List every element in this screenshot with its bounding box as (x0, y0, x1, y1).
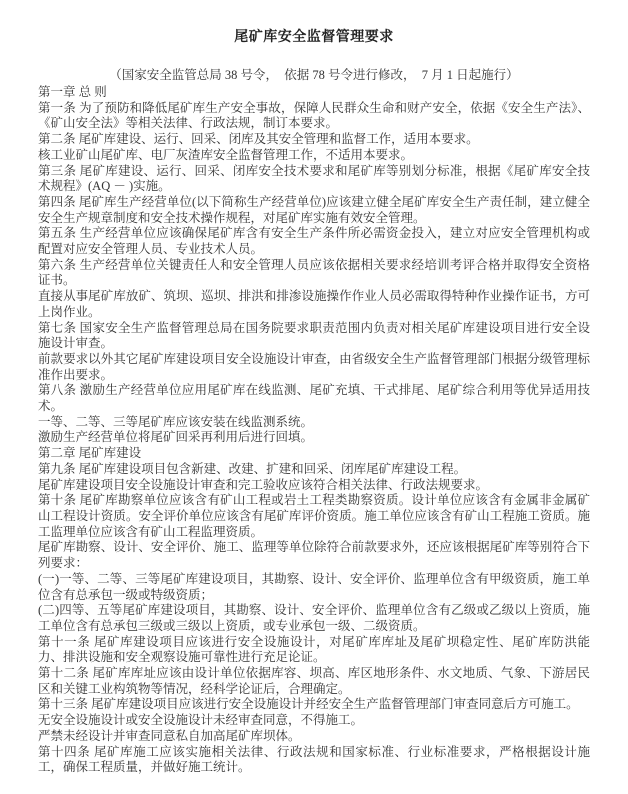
document-title: 尾矿库安全监督管理要求 (234, 30, 394, 45)
chapter-heading: 第二章 尾矿库建设 (38, 446, 142, 461)
article-paragraph: 第五条 生产经营单位应该确保尾矿库含有安全生产条件所必需资金投入，建立对应安全管理机构或配置对应安全管理人员、专业技术人员。 (38, 226, 590, 257)
article-paragraph: 核工业矿山尾矿库、电厂灰渣库安全监督管理工作，不适用本要求。 (38, 147, 414, 162)
article-paragraph: 激励生产经营单位将尾矿回采再利用后进行回填。 (38, 430, 314, 445)
article-paragraph: 第十二条 尾矿库库址应该由设计单位依据库容、坝高、库区地形条件、水文地质、气象、下游居民区和关键工业构筑物等情况，经科学论证后，合理确定。 (38, 666, 590, 696)
article-paragraph: 第六条 生产经营单位关键责任人和安全管理人员应该依据相关要求经培训考评合格并取得安全资格证书。 (38, 257, 590, 288)
document-subtitle: （国家安全监管总局 38 号令， 依据 78 号令进行修改， 7 月 1 日起施行） (109, 68, 519, 82)
article-paragraph: 一等、二等、三等尾矿库应该安装在线监测系统。 (38, 414, 314, 429)
article-paragraph: 第一条 为了预防和降低尾矿库生产安全事故，保障人民群众生命和财产安全，依据《安全生产法》、《矿山安全法》等相关法律、行政法规，制订本要求。 (38, 100, 590, 131)
article-paragraph: 第七条 国家安全生产监督管理总局在国务院要求职责范围内负责对相关尾矿库建设项目进行安全设施设计审查。 (38, 320, 590, 351)
document-body (38, 85, 590, 776)
article-paragraph: 第九条 尾矿库建设项目包含新建、改建、扩建和回采、闭库尾矿库建设工程。 (38, 461, 467, 476)
article-paragraph: 无安全设施设计或安全设施设计未经审查同意，不得施工。 (38, 713, 364, 728)
article-paragraph: 尾矿库勘察、设计、安全评价、施工、监理等单位除符合前款要求外，还应该根据尾矿库等别符合下列要求： (38, 540, 590, 571)
article-paragraph: 前款要求以外其它尾矿库建设项目安全设施设计审查，由省级安全生产监督管理部门根据分级管理标准作出要求。 (38, 351, 590, 382)
article-paragraph: 第二条 尾矿库建设、运行、回采、闭库及其安全管理和监督工作，适用本要求。 (38, 132, 479, 147)
article-paragraph: 第十三条 尾矿库建设项目应该进行安全设施设计并经安全生产监督管理部门审查同意后方可施工。 (38, 697, 579, 712)
article-paragraph: 第十四条 尾矿库施工应该实施相关法律、行政法规和国家标准、行业标准要求，严格根据设计施工，确保工程质量，并做好施工统计。 (38, 744, 590, 775)
article-paragraph: 直接从事尾矿库放矿、筑坝、巡坝、排洪和排渗设施操作作业人员必需取得特种作业操作证书，方可上岗作业。 (38, 289, 590, 319)
article-paragraph: 第十条 尾矿库勘察单位应该含有矿山工程或岩土工程类勘察资质。设计单位应该含有金属非金属矿山工程设计资质。安全评价单位应该含有尾矿库评价资质。施工单位应该含有矿山工程施工资质。施工监理单位应该含有矿山工程监理资质。 (38, 493, 590, 539)
article-paragraph: 第十一条 尾矿库建设项目应该进行安全设施设计，对尾矿库库址及尾矿坝稳定性、尾矿库防洪能力、排洪设施和安全观察设施可靠性进行充足论证。 (38, 634, 590, 665)
article-paragraph: 严禁未经设计并审查同意私自加高尾矿库坝体。 (38, 728, 301, 743)
list-item-paragraph: (二)四等、五等尾矿库建设项目，其勘察、设计、安全评价、监理单位含有乙级或乙级以上资质，施工单位含有总承包三级或三级以上资质，或专业承包一级、二级资质。 (38, 603, 590, 633)
article-paragraph: 尾矿库建设项目安全设施设计审查和完工验收应该符合相关法律、行政法规要求。 (38, 477, 489, 492)
article-paragraph: 第四条 尾矿库生产经营单位(以下简称生产经营单位)应该建立健全尾矿库安全生产责任制，建立健全安全生产规章制度和安全技术操作规程，对尾矿库实施有效安全管理。 (38, 194, 590, 225)
article-paragraph: 第八条 激励生产经营单位应用尾矿库在线监测、尾矿充填、干式排尾、尾矿综合利用等优异适用技术。 (38, 383, 590, 414)
chapter-heading: 第一章 总 则 (38, 85, 107, 99)
list-item-paragraph: (一)一等、二等、三等尾矿库建设项目，其勘察、设计、安全评价、监理单位含有甲级资质，施工单位含有总承包一级或特级资质； (38, 571, 590, 602)
article-paragraph: 第三条 尾矿库建设、运行、回采、闭库安全技术要求和尾矿库等别划分标准，根据《尾矿库安全技术规程》(AQ － )实施。 (38, 163, 590, 194)
